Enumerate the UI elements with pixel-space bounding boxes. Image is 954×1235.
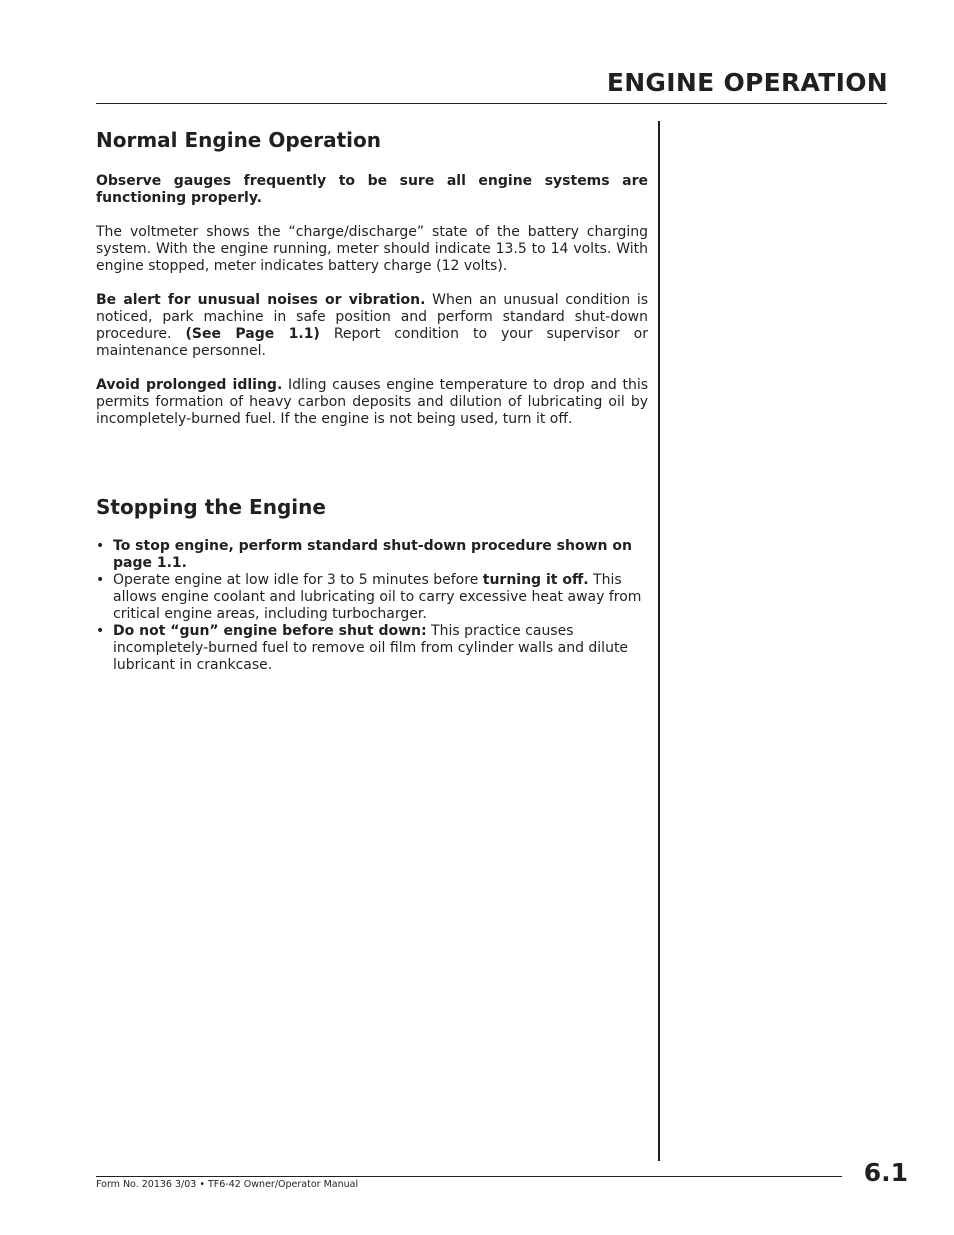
bullet-icon: •	[96, 572, 105, 588]
list-item-tail: This practice causes incompletely-burned fuel to remove oil film from cylinder walls and dilute lubricant in crankcase.	[113, 623, 629, 673]
list-item	[96, 623, 648, 674]
footer-form-info: Form No. 20136 3/03 • TF6-42 Owner/Operator Manual	[96, 1179, 359, 1190]
alert-tail: Report condition to your supervisor or maintenance personnel.	[96, 326, 648, 359]
list-item-text: Operate engine at low idle for 3 to 5 minutes before	[113, 572, 483, 588]
idling-text: Idling causes engine temperature to drop and this permits formation of heavy carbon deposits and dilution of lubricating oil by incompletely-burned fuel. If the engine is not being used, turn it off.	[96, 377, 649, 427]
idling-lead: Avoid prolonged idling.	[96, 377, 283, 393]
page-title: ENGINE OPERATION	[606, 68, 888, 97]
list-item	[96, 572, 648, 623]
alert-page-reference: (See Page 1.1)	[185, 326, 320, 342]
gauges-paragraph: Observe gauges frequently to be sure all engine systems are functioning properly.	[96, 173, 648, 206]
column-divider	[658, 121, 660, 1161]
page-number: 6.1	[863, 1158, 908, 1187]
voltmeter-paragraph: The voltmeter shows the “charge/discharge” state of the battery charging system. With the engine running, meter should indicate 13.5 to 14 volts. With engine stopped, meter indicates battery charge (12 volts).	[96, 224, 648, 274]
bullet-icon: •	[96, 538, 105, 554]
header-rule	[96, 103, 887, 104]
list-item	[96, 538, 648, 572]
bullet-icon: •	[96, 623, 105, 639]
section-heading-normal-operation: Normal Engine Operation	[96, 128, 381, 152]
section-heading-stopping-engine: Stopping the Engine	[96, 495, 326, 519]
list-item-emphasis: turning it off.	[482, 572, 589, 588]
alert-lead: Be alert for unusual noises or vibration.	[96, 292, 426, 308]
alert-paragraph	[96, 292, 648, 360]
main-column	[96, 126, 648, 674]
alert-text: When an unusual condition is noticed, park machine in safe position and perform standard shut-down procedure.	[96, 292, 648, 342]
footer-rule	[96, 1176, 842, 1177]
list-item-emphasis: Do not “gun” engine before shut down:	[113, 623, 427, 639]
idling-paragraph	[96, 377, 648, 428]
list-item-text: To stop engine, perform standard shut-down procedure shown on page 1.1.	[113, 538, 632, 571]
list-item-tail: This allows engine coolant and lubricating oil to carry excessive heat away from critical engine areas, including turbocharger.	[113, 572, 642, 622]
stopping-list	[96, 538, 648, 674]
